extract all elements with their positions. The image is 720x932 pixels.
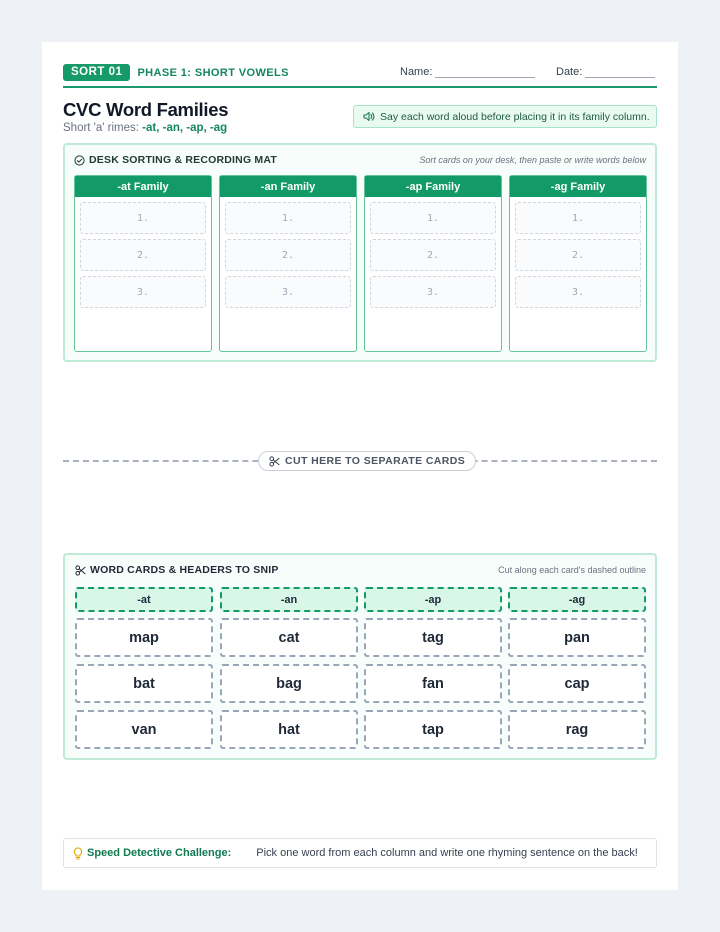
page-title: CVC Word Families: [63, 99, 229, 120]
name-label: Name:: [400, 66, 433, 78]
write-slot[interactable]: 1.: [225, 202, 351, 234]
word-card[interactable]: fan: [364, 664, 502, 703]
cards-title: WORD CARDS & HEADERS TO SNIP: [90, 564, 279, 576]
word-card[interactable]: bag: [220, 664, 358, 703]
page-subtitle: [63, 122, 227, 134]
name-line[interactable]: [435, 66, 535, 78]
header-card[interactable]: -at: [75, 587, 213, 612]
write-slot[interactable]: 1.: [80, 202, 206, 234]
cut-label-pill: [258, 451, 476, 471]
scissors-icon: [269, 456, 280, 467]
word-card[interactable]: map: [75, 618, 213, 657]
challenge-box: [63, 838, 657, 868]
write-slot[interactable]: 3.: [370, 276, 496, 308]
write-slot[interactable]: 2.: [80, 239, 206, 271]
write-slot[interactable]: 3.: [225, 276, 351, 308]
word-card[interactable]: cap: [508, 664, 646, 703]
sorting-mat: [63, 143, 657, 362]
challenge-title: Speed Detective Challenge:: [87, 847, 232, 859]
header-bar: [63, 64, 657, 88]
mat-note: Sort cards on your desk, then paste or write words below: [419, 155, 646, 165]
family-column-at: [74, 175, 212, 352]
check-circle-icon: [74, 155, 85, 166]
lightbulb-icon: [73, 847, 83, 860]
speaker-icon: [363, 111, 375, 122]
write-slot[interactable]: 2.: [370, 239, 496, 271]
mat-title: DESK SORTING & RECORDING MAT: [89, 154, 277, 166]
date-field[interactable]: [556, 66, 655, 78]
write-slot[interactable]: 2.: [515, 239, 641, 271]
word-card[interactable]: rag: [508, 710, 646, 749]
word-card[interactable]: hat: [220, 710, 358, 749]
cards-note: Cut along each card's dashed outline: [498, 565, 646, 575]
tip-text: Say each word aloud before placing it in its family column.: [380, 110, 650, 123]
word-cards-panel: [63, 553, 657, 760]
write-slot[interactable]: 1.: [370, 202, 496, 234]
write-slot[interactable]: 1.: [515, 202, 641, 234]
header-card[interactable]: -an: [220, 587, 358, 612]
tip-box: [353, 105, 657, 128]
column-header: -ap Family: [365, 176, 501, 197]
column-header: -ag Family: [510, 176, 646, 197]
column-header: -an Family: [220, 176, 356, 197]
cut-line-divider: [63, 451, 657, 469]
family-column-ag: [509, 175, 647, 352]
header-card[interactable]: -ap: [364, 587, 502, 612]
write-slot[interactable]: 3.: [80, 276, 206, 308]
name-field[interactable]: [400, 66, 535, 78]
date-line[interactable]: [585, 66, 655, 78]
column-header: -at Family: [75, 176, 211, 197]
phase-label: PHASE 1: SHORT VOWELS: [137, 66, 289, 79]
subtitle-prefix: Short 'a' rimes:: [63, 122, 139, 134]
cut-label: CUT HERE TO SEPARATE CARDS: [285, 455, 466, 467]
word-card[interactable]: pan: [508, 618, 646, 657]
challenge-text: Pick one word from each column and write one rhyming sentence on the back!: [256, 847, 638, 859]
write-slot[interactable]: 2.: [225, 239, 351, 271]
sort-badge: SORT 01: [63, 64, 130, 81]
header-card[interactable]: -ag: [508, 587, 646, 612]
word-card[interactable]: bat: [75, 664, 213, 703]
worksheet-page: [42, 42, 678, 890]
word-card[interactable]: tap: [364, 710, 502, 749]
word-card[interactable]: van: [75, 710, 213, 749]
word-card[interactable]: tag: [364, 618, 502, 657]
write-slot[interactable]: 3.: [515, 276, 641, 308]
family-column-an: [219, 175, 357, 352]
scissors-icon: [75, 565, 86, 576]
word-card[interactable]: cat: [220, 618, 358, 657]
subtitle-rimes: -at, -an, -ap, -ag: [142, 122, 228, 134]
family-column-ap: [364, 175, 502, 352]
date-label: Date:: [556, 66, 583, 78]
